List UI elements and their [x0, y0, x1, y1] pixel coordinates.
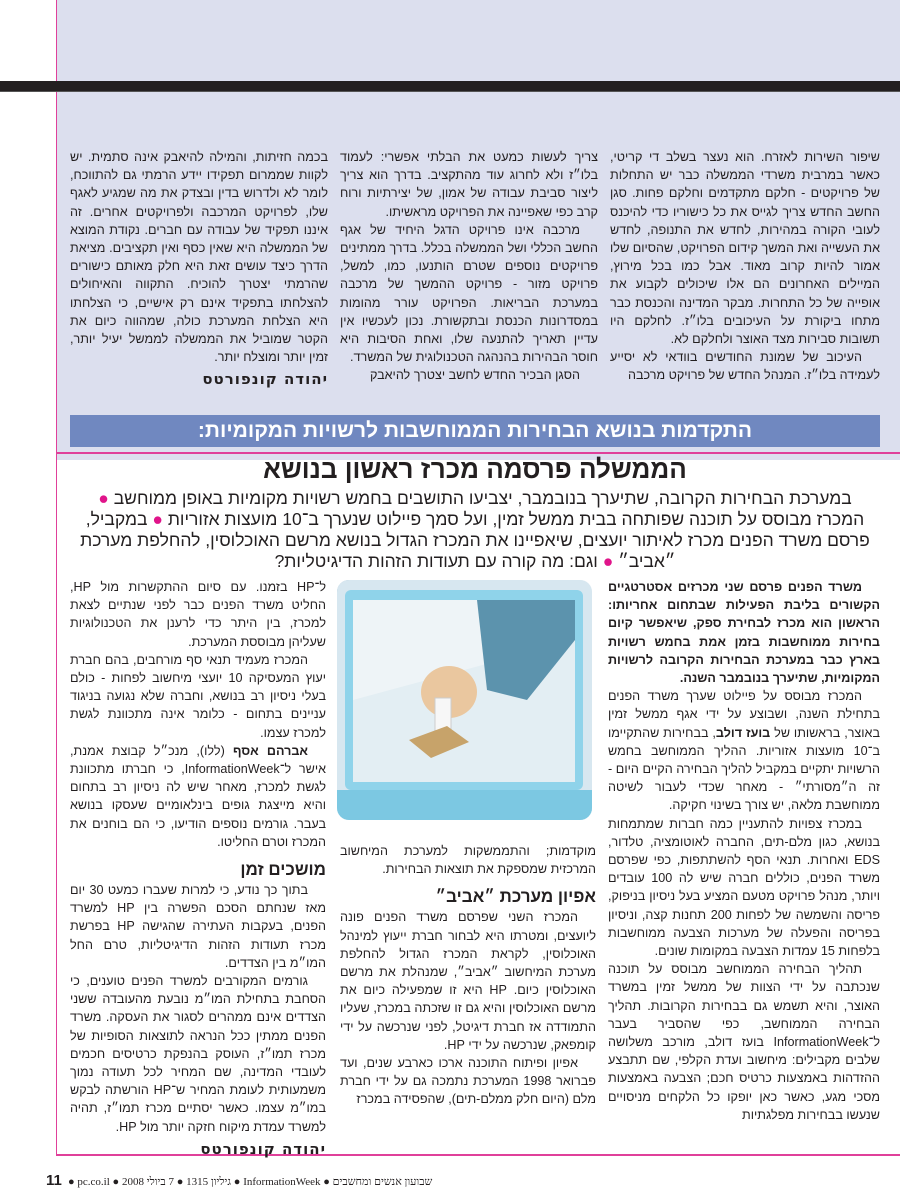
text: המכרז מבוסס על פיילוט שערך משרד הפנים בתחילת השנה, ושבוצע על ידי אגף ממשל זמין באוצר, בראשותו של [608, 689, 880, 740]
paragraph: מרכבה אינו פרויקט הדגל היחיד של אגף החשב הכללי ושל הממשלה בכלל. בדרך ממתינים פרויקטים נוספים שטרם הותנעו, כמו, למשל, פרויקט מזור - פרויקט ההמשך של מרכבה במערכת הבריאות. הפרויקט עורר מהומות במסדרונות הכנסת ובתקשורת. נכון לעכשיו אין עדיין תאריך להתנעה שלו, ואחת הסיבות היא חוסר הבהירות בהנהגה הטכנולוגית של המשרד. [340, 222, 598, 365]
article-lead [75, 488, 875, 572]
article-photo [337, 580, 592, 820]
paragraph: אפיון ופיתוח התוכנה ארכו כארבע שנים, ועד פברואר 1998 המערכת נתמכה גם על ידי חברת מלם (היום חלק ממלם-תים), שהפסידה במכרז [340, 1056, 596, 1107]
lead-line: וגם: מה קורה עם תעודות הזהות הדיגיטליות? [274, 551, 598, 571]
text: , בבחירות שהתקיימו ב־10 מועצות אזוריות. ההליך הממוחשב בחמש הרשויות יתקיים במקביל להליך הבחירה הקיים היום - זה ה״מסורתי״ - מאחר שכדי לעבור לשיטה ממוחשבת מלאה, יש צורך בשינוי חקיקה. [608, 725, 880, 813]
section-subhead: אפיון מערכת ״אביב״ [435, 887, 596, 907]
paragraph: תהליך הבחירה הממוחשב מבוסס על תוכנה שנכתבה על ידי הצוות של ממשל זמין במשרד האוצר, והיא תשמש גם בבחירות הקרובות. תהליך הבחירה הממוחשב, כפי שהסביר בעבר ל־InformationWeek בועז דולב, מורכב משלושה שלבים מקבילים: מיחשוב ועדת הקלפי, שם תתבצע ההזדהות באמצעות כרטיס חכם; הצבעה באמצעות מסכי מגע, כאשר כאן יופקו כל הלקחים מניסויים שנעשו בבחירות מפלגתיות [608, 962, 880, 1122]
top-column-middle [340, 148, 598, 385]
lead-line: במקביל, פרסם משרד הפנים מכרז לאיתור יועצים, שיאפיינו את המכרז הגדול בנושא מרשם האוכלוסין, להחלפת מערכת ״אביב״ [80, 509, 870, 571]
text: (ללו), מנכ״ל קבוצת אמנת, אישר ל־InformationWeek, כי חברתו מתכוונת לגשת למכרז, מאחר שיש לה ניסיון רב בתחום והיא מייצגת גופים בינלאומיים שעסקו בנושא בעבר. גורמים נוספים הודיעו, כי הם בוחנים את המכרז וטרם החליטו. [70, 743, 326, 849]
lead-line: במערכת הבחירות הקרובה, שתיערך בנובמבר, יצביעו התושבים בחמש רשויות מקומיות באופן ממוחשב [113, 488, 852, 508]
paragraph: העיכוב של שמונת החודשים בוודאי לא יסייע לעמידה בלו״ז. המנהל החדש של פרויקט מרכבה [610, 350, 880, 383]
paragraph: מוקדמות; והתממשקות למערכת המיחשוב המרכזית שמספקת את תוצאות הבחירות. [340, 844, 596, 877]
intro-paragraph: משרד הפנים פרסם שני מכרזים אסטרטגיים הקשורים בליבת הפעילות שבתחום אחריותו: הראשון הוא מכרז לבחירת ספק, שיאפשר קיום בחירות ממוחשבות בזמן אמת בחמש רשויות בארץ כבר במערכת הבחירות הקרובה לרשויות המקומיות, שתיערך בנובמבר השנה. [608, 580, 880, 686]
paragraph: שיפור השירות לאזרח. הוא נעצר בשלב די קריטי, כאשר במרבית משרדי הממשלה כבר יש התחלות של פרויקטים - חלקם מתקדמים וחלקם פחות. סגן החשב החדש צריך לגייס את כל כישוריו כדי להיכנס לעובי הקורה במהירות, לחדש את התנופה, לחדש את העשייה ואת המשך קידום הפרויקט, שהסיום שלו אמור להיות קרוב מאוד. אבל כמו בכל מירוץ, המיילים האחרונים הם אלו שיכולים לקבוע את אופייה של כל התחרות. מבקר המדינה והכנסת כבר מתחו ביקורת על העיכובים בלו״ז. לחלקם היו תשובות סבירות מצד האוצר ולחלקם לא. [610, 150, 880, 347]
paragraph: גורמים המקורבים למשרד הפנים טוענים, כי הסחבת בתחילת המו״מ נובעת מהעובדה ששני הצדדים אינם ממהרים לסגור את העסקה. משרד הפנים ממתין ככל הנראה לתוצאות הסופיות של מכרז תמו״ז, העוסק בהנפקת כרטיסים חכמים לעובדי המדינה, שם המחיר לכל תעודה נמוך משמעותית לעומת המחיר ש־HP הורשתה לבקש במו״מ עצמו. כאשר יסתיים מכרז תמו״ז, תהיה למשרד עמדת מיקוח חזקה יותר מול HP. [70, 974, 326, 1134]
page-footer: שבועון אנשים ומחשבים ● InformationWeek ● גיליון 1315 ● 7 ביולי 2008 ● pc.co.il ● [68, 1176, 433, 1188]
author-byline: יהודה קונפורטס [200, 1139, 326, 1158]
top-column-right [610, 148, 880, 385]
person-name: אברהם אסף [232, 743, 308, 758]
top-rule-divider [0, 81, 900, 92]
section-subhead: מושכים זמן [240, 860, 326, 880]
lead-line: המכרז מבוסס על תוכנה שפותחה בבית ממשל זמין, ועל סמך פיילוט שנערך ב־10 מועצות אזוריות [167, 509, 865, 529]
paragraph: ל־HP בזמנו. עם סיום ההתקשרות מול HP, החליט משרד הפנים כבר לפני שנתיים לצאת למכרז, בין היתר כדי לרענן את הטכנולוגיות שעליהן מבוססת המערכת. [70, 580, 326, 649]
bullet-icon: ● [98, 488, 109, 508]
top-column-left [70, 148, 328, 389]
page-number: 11 [46, 1172, 62, 1189]
paragraph: הסגן הבכיר החדש לחשב יצטרך להיאבק [369, 368, 580, 383]
article-column-left [70, 578, 326, 1158]
article-column-right [608, 578, 880, 1124]
paragraph [608, 687, 880, 814]
bullet-icon: ● [152, 509, 163, 529]
person-name: בועז דולב [715, 725, 771, 740]
ballot-laptop-illustration [337, 580, 592, 820]
paragraph: המכרז מעמיד תנאי סף מורחבים, בהם חברת יעוץ המעסיקה 10 יועצי מיחשוב לפחות - כולם בעלי ניסיון רב בנושא, וחברה שלא נגועה בניגוד עניינים בתחום - כלומר אינה מתכוונת לגשת למכרז עצמו. [70, 652, 327, 740]
article-headline: הממשלה פרסמה מכרז ראשון בנושא [263, 454, 687, 484]
paragraph: בכמה חזיתות, והמילה להיאבק אינה סתמית. יש לקוות שממרום תפקידו יידע הרמתי גם להתווכח, לומר לא ולדרוש בדין ובצדק את מה שמגיע לאגף שלו, לפרויקט המרכבה ולפרויקטים אחרים. זה איננו תפקיד של עבודה עם חברים. נקודת המוצא של הממשלה היא שאין כסף ואין תקציבים. מציאת הדרך כיצד עושים זאת היא חלק מאותם כישורים שהרמתי יצטרך להוכיח. התקווה והאיחולים להצלחתו בתפקיד אינם רק אישיים, כי הצלחתו היא הצלחת המערכת כולה, שמהווה כיום את הקטר שמוביל את הממשלה לממשל יעיל יותר, זמין יותר ומוצלח יותר. [70, 150, 328, 365]
article-kicker: התקדמות בנושא הבחירות הממוחשבות לרשויות המקומיות: [70, 415, 880, 447]
paragraph: המכרז השני שפרסם משרד הפנים פונה ליועצים, ומטרתו היא לבחור חברת ייעוץ למינהל האוכלוסין, לקראת המכרז הגדול להחלפת מערכת המיחשוב ״אביב״, שמנהלת את מרשם האוכלוסין כיום. HP היא זו שמפעילה כיום את מרשם האוכלוסין והיא גם זו שזכתה במכרז, שעליו התמודדה אז חברת דיגיטל, לפני שנרכשה על ידי קומפאק, שנרכשה על ידי HP. [340, 910, 596, 1052]
paragraph [70, 742, 326, 851]
article-column-middle [340, 842, 596, 1109]
paragraph: בתוך כך נודע, כי למרות שעברו כמעט 30 יום מאז שנחתם הסכם הפשרה בין HP למשרד הפנים, בעקבות העתירה שהגישה HP בפרשת מכרז תעודות הזהות הדיגיטליות, טרם החל המו״מ בין הצדדים. [70, 883, 326, 970]
author-byline: יהודה קונפורטס [202, 370, 328, 389]
paragraph: במכרז צפויות להתעניין כמה חברות שמתמחות בנושא, כגון מלם-תים, החברה לאוטומציה, טלדור, EDS ואחרות. תנאי הסף להשתתפות, כפי שפרסם משרד הפנים, כוללים חברה שיש לה 100 עובדים ויותר, מנהל פרויקט מטעם המציע בעל ניסיון בניפוק, פריסה והשמשה של לפחות 200 תחנות קצה, וניסיון בפריסה והפעלה של מערכות הצבעה ממוחשבות בלפחות 15 עמדות הצבעה במקומות שונים. [608, 816, 880, 959]
paragraph: צריך לעשות כמעט את הבלתי אפשרי: לעמוד בלו״ז ולא לחרוג עוד מהתקציב. בדרך הוא צריך ליצור סביבת עבודה של אמון, של יצירתיות ורוח קרב כפי שאפיינה את הפרויקט מראשיתו. [340, 150, 598, 219]
bullet-icon: ● [602, 551, 614, 571]
